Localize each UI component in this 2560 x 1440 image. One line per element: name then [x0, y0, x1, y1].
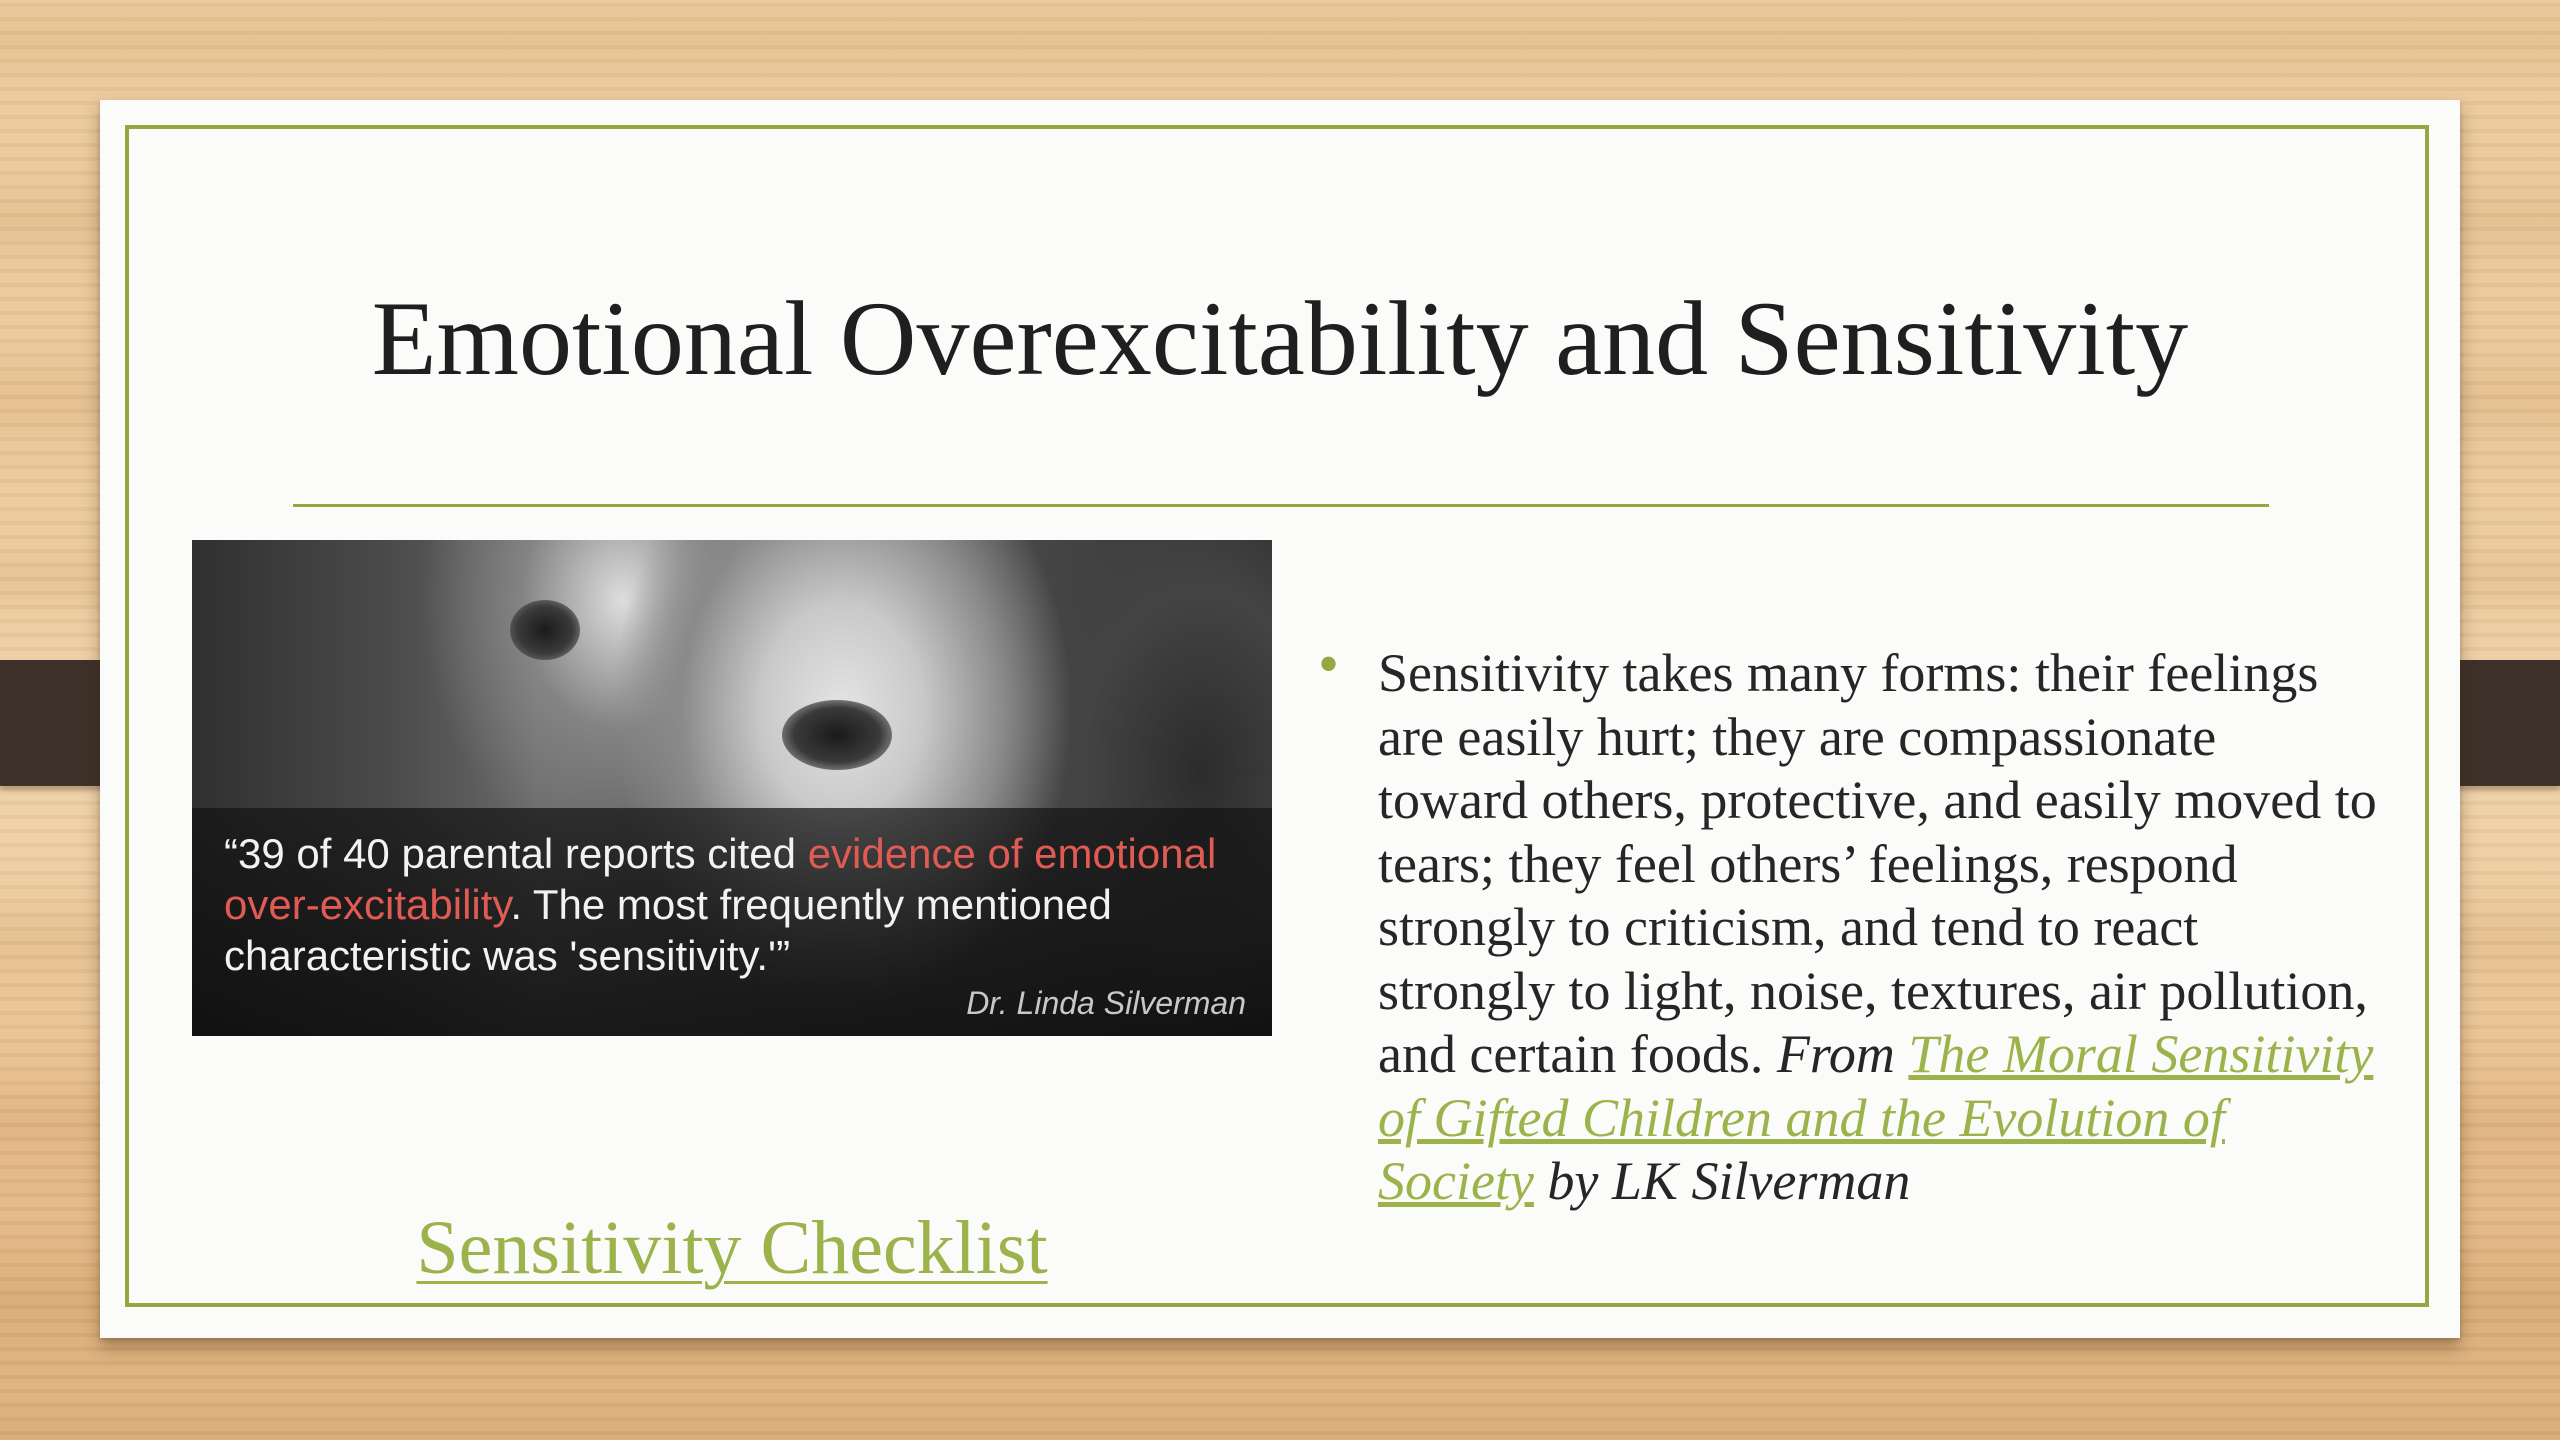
quote-part-2: . The most frequently mentioned characteristic was 'sensitivity.'” [224, 881, 1112, 979]
quote-part-1: “39 of 40 parental reports cited [224, 830, 808, 877]
bullet-body-text: Sensitivity takes many forms: their feelings are easily hurt; they are compassionate toward others, protective, and easily moved to tears; they feel others’ feelings, respond strongly to criticism, and tend to react strongly to light, noise, textures, air pollution, and certain foods. [1378, 643, 2377, 1084]
source-book-link[interactable]: The Moral Sensitivity of Gifted Children and the Evolution of Society [1378, 1024, 2374, 1211]
photo-eye-left [510, 600, 580, 660]
photo-caption-band [192, 808, 1272, 1036]
photo-quote-text [224, 828, 1244, 981]
sensitivity-checklist-link[interactable]: Sensitivity Checklist [416, 1206, 1048, 1290]
quote-author: Dr. Linda Silverman [966, 985, 1246, 1021]
quote-highlight: evidence of emotional over-excitability [224, 830, 1217, 928]
bullet-item [1378, 642, 2378, 1214]
photo-eye-right [782, 700, 892, 770]
quote-photo [192, 540, 1272, 1036]
slide [100, 100, 2460, 1338]
from-label: From [1776, 1024, 1895, 1084]
slide-title: Emotional Overexcitability and Sensitivity [371, 280, 2189, 397]
bullet-icon: • [1318, 631, 1340, 697]
title-divider [293, 504, 2269, 507]
byline: by LK Silverman [1547, 1151, 1911, 1211]
